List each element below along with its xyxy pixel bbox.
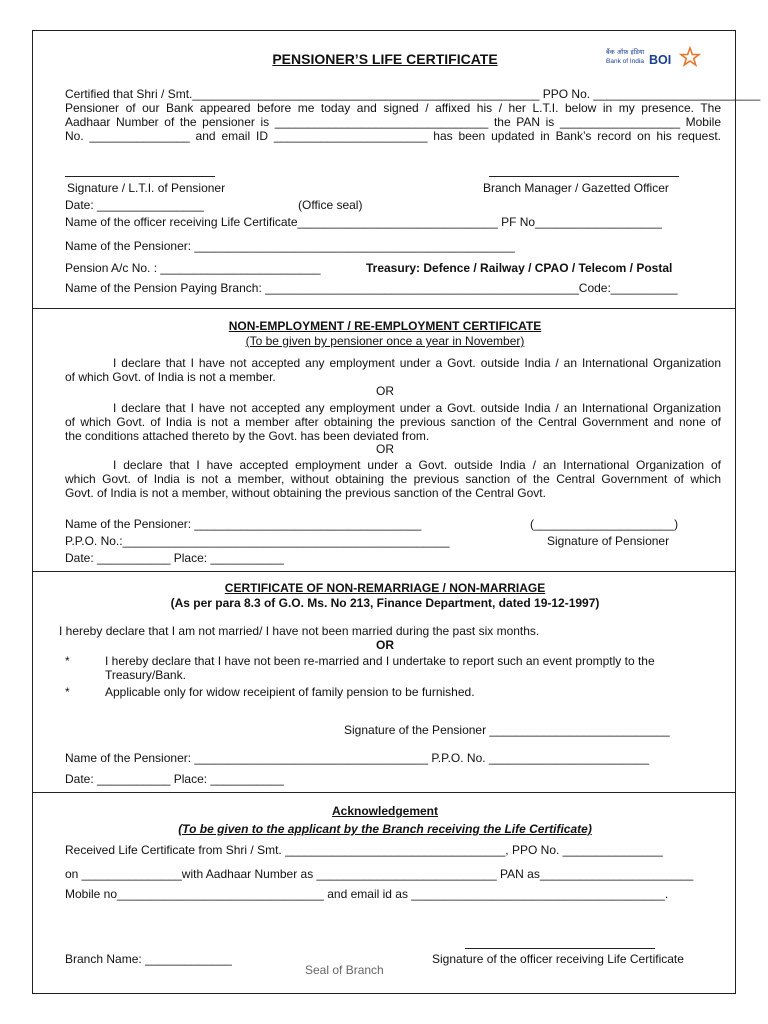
logo-english-text: Bank of India bbox=[606, 58, 644, 65]
date-place-field: Date: ___________ Place: ___________ bbox=[65, 551, 284, 565]
logo-hindi-text: बैंक ऑफ़ इंडिया bbox=[606, 48, 645, 56]
treasury-options: Treasury: Defence / Railway / CPAO / Telecom / Postal bbox=[366, 261, 673, 275]
bank-logo bbox=[605, 45, 705, 73]
pension-account-field: Pension A/c No. : ________________________ bbox=[65, 261, 321, 275]
logo-acronym: BOI bbox=[649, 53, 672, 67]
pensioner-signature-label: Signature / L.T.I. of Pensioner bbox=[67, 181, 226, 195]
pensioner-name-ppo-field: Name of the Pensioner: ___________________________________ P.P.O. No. ________________________ bbox=[65, 751, 650, 765]
certify-line-4: No. _______________ and email ID _______________________ has been updated in Bank’s record on his request. bbox=[65, 129, 721, 143]
or-separator: OR bbox=[376, 384, 394, 398]
signature-blank: (_____________________) bbox=[530, 517, 679, 531]
declaration-2-line-2: of which Govt. of India is not a member after obtaining the previous sanction of the Central Government and none of bbox=[65, 415, 721, 429]
officer-signature-line bbox=[465, 948, 655, 949]
date-place-field: Date: ___________ Place: ___________ bbox=[65, 772, 284, 786]
pension-branch-field: Name of the Pension Paying Branch: _______________________________________________Code:__________ bbox=[65, 281, 678, 295]
declaration-2-line-3: the conditions attached thereto by the Govt. has been deviated from. bbox=[65, 429, 430, 443]
date-field: Date: ________________ bbox=[65, 198, 204, 212]
branch-name-field: Branch Name: _____________ bbox=[65, 952, 232, 966]
non-remarriage-declaration-line-1: I hereby declare that I have not been re-married and I undertake to report such an event promptly to the bbox=[105, 654, 655, 668]
mobile-email-field: Mobile no_______________________________ and email id as ______________________________________. bbox=[65, 887, 669, 901]
acknowledgement-subheading: (To be given to the applicant by the Branch receiving the Life Certificate) bbox=[178, 822, 592, 836]
non-remarriage-declaration-line-2: Treasury/Bank. bbox=[105, 668, 186, 682]
or-separator: OR bbox=[376, 638, 394, 652]
manager-signature-label: Branch Manager / Gazetted Officer bbox=[483, 181, 669, 195]
declaration-2-line-1: I declare that I have not accepted any employment under a Govt. outside India / an International Organization bbox=[113, 401, 721, 415]
employment-subheading: (To be given by pensioner once a year in November) bbox=[245, 334, 525, 348]
received-from-field: Received Life Certificate from Shri / Smt. _________________________________, PPO No. _______________ bbox=[65, 843, 663, 857]
bullet-icon: * bbox=[65, 685, 70, 699]
widow-note: Applicable only for widow receipient of family pension to be furnished. bbox=[105, 685, 475, 699]
remarriage-heading: CERTIFICATE OF NON-REMARRIAGE / NON-MARRIAGE bbox=[224, 581, 546, 595]
star-icon bbox=[681, 48, 699, 65]
section-divider bbox=[33, 792, 735, 793]
employment-heading: NON-EMPLOYMENT / RE-EMPLOYMENT CERTIFICATE bbox=[228, 319, 542, 333]
non-marriage-declaration: I hereby declare that I am not married/ I have not been married during the past six months. bbox=[59, 624, 540, 638]
declaration-3-line-1: I declare that I have accepted employment under a Govt. outside India / an International Organization of bbox=[113, 458, 721, 472]
certify-line-2: Pensioner of our Bank appeared before me today and signed / affixed his / her L.T.I. below in my presence. The bbox=[65, 101, 721, 115]
acknowledgement-heading: Acknowledgement bbox=[331, 804, 439, 818]
bullet-icon: * bbox=[65, 654, 70, 668]
section-divider bbox=[33, 571, 735, 572]
certify-line-3: Aadhaar Number of the pensioner is ________________________________ the PAN is __________________ Mobile bbox=[65, 115, 721, 129]
office-seal-label: (Office seal) bbox=[298, 198, 363, 212]
declaration-1-line-1: I declare that I have not accepted any employment under a Govt. outside India / an International Organization bbox=[113, 356, 721, 370]
manager-signature-line bbox=[489, 176, 679, 177]
aadhaar-pan-field: on _______________with Aadhaar Number as ___________________________ PAN as_______________________ bbox=[65, 867, 694, 881]
officer-signature-label: Signature of the officer receiving Life Certificate bbox=[432, 952, 684, 966]
certify-line-1: Certified that Shri / Smt.____________________________________________________ PPO No. _________________________ bbox=[65, 87, 761, 101]
declaration-3-line-2: which Govt. of India is not a member, without obtaining the previous sanction of the Central Government of which bbox=[65, 472, 721, 486]
form-title: PENSIONER’S LIFE CERTIFICATE bbox=[272, 51, 498, 67]
declaration-1-line-2: of which Govt. of India is not a member. bbox=[65, 370, 276, 384]
declaration-3-line-3: Govt. of India is not a member, without obtaining the previous sanction of the Central Govt. bbox=[65, 486, 546, 500]
section-divider bbox=[33, 308, 735, 309]
pensioner-signature-label: Signature of Pensioner bbox=[547, 534, 670, 548]
pensioner-signature-field: Signature of the Pensioner ___________________________ bbox=[344, 723, 670, 737]
pensioner-name-field: Name of the Pensioner: __________________________________ bbox=[65, 517, 422, 531]
officer-name-field: Name of the officer receiving Life Certificate______________________________ PF No___________________ bbox=[65, 215, 662, 229]
pensioner-name-field: Name of the Pensioner: ________________________________________________ bbox=[65, 239, 515, 253]
or-separator: OR bbox=[376, 442, 394, 456]
life-certificate-form bbox=[32, 30, 761, 994]
remarriage-subheading: (As per para 8.3 of G.O. Ms. No 213, Finance Department, dated 19-12-1997) bbox=[170, 596, 600, 610]
branch-seal-label: Seal of Branch bbox=[305, 963, 384, 977]
pensioner-signature-line bbox=[65, 176, 215, 177]
ppo-number-field: P.P.O. No.:_________________________________________________ bbox=[65, 534, 450, 548]
